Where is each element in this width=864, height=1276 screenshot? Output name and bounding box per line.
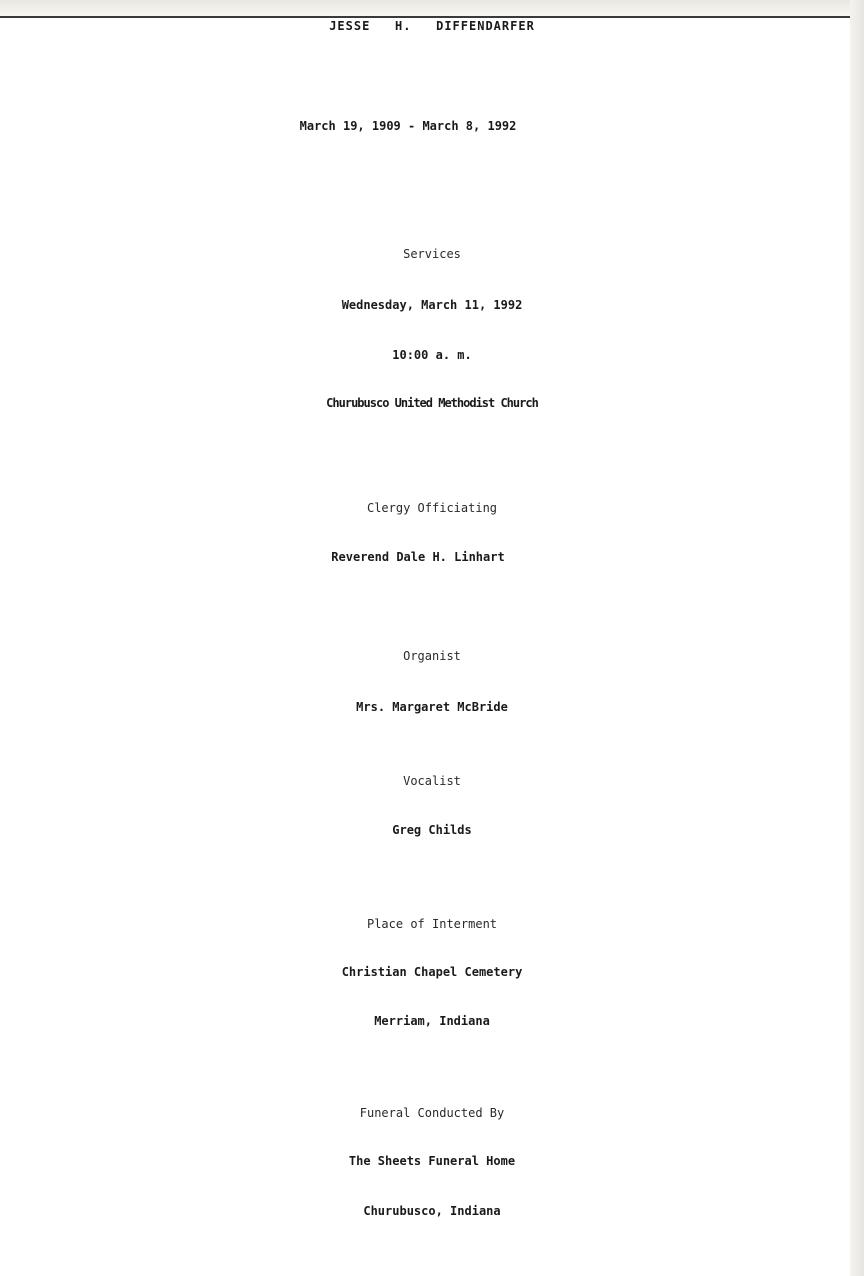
interment-cemetery: Christian Chapel Cemetery: [341, 965, 523, 979]
interment-heading: Place of Interment: [366, 917, 498, 931]
services-heading: Services: [403, 247, 461, 261]
life-dates: March 19, 1909 - March 8, 1992: [299, 119, 517, 133]
funeral-location: Churubusco, Indiana: [363, 1204, 501, 1218]
organist-heading: Organist: [403, 649, 461, 663]
organist-name: Mrs. Margaret McBride: [356, 700, 508, 714]
vocalist-heading: Vocalist: [403, 774, 461, 788]
funeral-home: The Sheets Funeral Home: [348, 1154, 516, 1168]
clergy-heading: Clergy Officiating: [366, 501, 498, 515]
clergy-name: Reverend Dale H. Linhart: [331, 550, 505, 564]
services-time: 10:00 a. m.: [392, 348, 472, 362]
interment-location: Merriam, Indiana: [374, 1014, 490, 1028]
funeral-heading: Funeral Conducted By: [359, 1106, 505, 1120]
vocalist-name: Greg Childs: [392, 823, 472, 837]
services-date: Wednesday, March 11, 1992: [341, 298, 523, 312]
services-place: Churubusco United Methodist Church: [326, 396, 538, 410]
deceased-name: JESSE H. DIFFENDARFER: [329, 19, 535, 33]
